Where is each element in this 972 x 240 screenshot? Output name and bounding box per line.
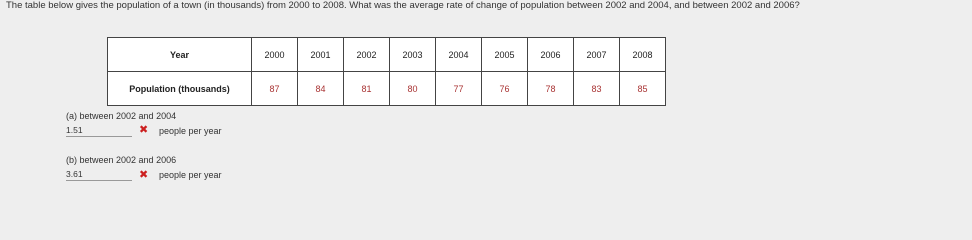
year-cell: 2006 — [528, 38, 574, 72]
population-cell: 80 — [390, 72, 436, 106]
year-cell: 2001 — [298, 38, 344, 72]
question-text: The table below gives the population of a town (in thousands) from 2000 to 2008. What was the average rate of change of population between 2002 and 2004, and between 2002 and 2006? — [6, 0, 800, 11]
part-a-label: (a) between 2002 and 2004 — [66, 111, 177, 121]
part-a-unit: people per year — [159, 126, 222, 136]
population-cell: 76 — [482, 72, 528, 106]
year-cell: 2008 — [620, 38, 666, 72]
year-cell: 2003 — [390, 38, 436, 72]
population-row — [108, 72, 666, 106]
year-header: Year — [108, 38, 252, 72]
population-cell: 84 — [298, 72, 344, 106]
part-b-answer-input[interactable]: 3.61 — [66, 169, 132, 181]
part-b-unit: people per year — [159, 170, 222, 180]
year-cell: 2002 — [344, 38, 390, 72]
population-table — [107, 37, 666, 106]
population-header: Population (thousands) — [108, 72, 252, 106]
year-cell: 2007 — [574, 38, 620, 72]
year-row — [108, 38, 666, 72]
year-cell: 2005 — [482, 38, 528, 72]
year-cell: 2000 — [252, 38, 298, 72]
population-cell: 77 — [436, 72, 482, 106]
population-cell: 87 — [252, 72, 298, 106]
part-a-answer-input[interactable]: 1.51 — [66, 125, 132, 137]
population-cell: 85 — [620, 72, 666, 106]
incorrect-x-icon: ✖ — [139, 124, 149, 136]
part-b-label: (b) between 2002 and 2006 — [66, 155, 177, 165]
population-cell: 81 — [344, 72, 390, 106]
incorrect-x-icon: ✖ — [139, 169, 149, 181]
population-cell: 78 — [528, 72, 574, 106]
year-cell: 2004 — [436, 38, 482, 72]
population-cell: 83 — [574, 72, 620, 106]
